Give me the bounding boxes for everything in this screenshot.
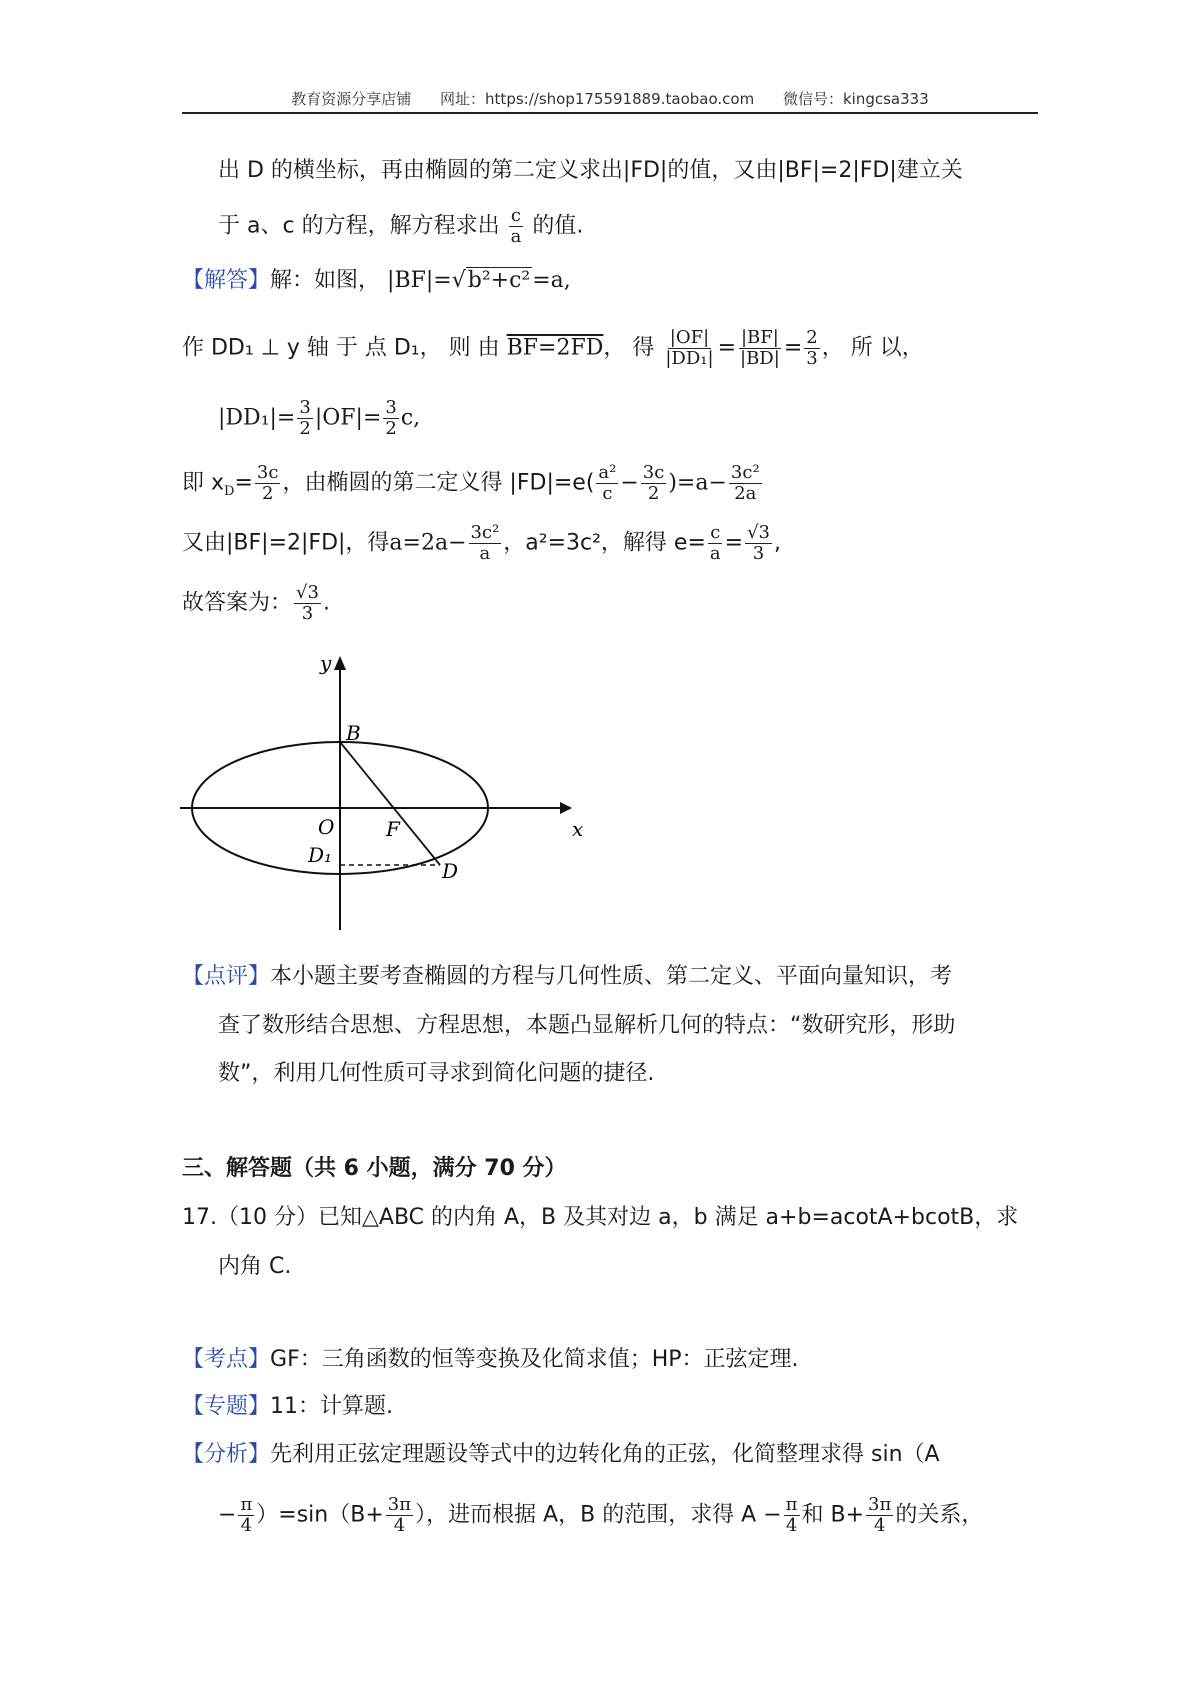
radicand: b²+c² xyxy=(467,268,531,293)
segment-bd xyxy=(340,742,440,865)
comment-line-2: 查了数形结合思想、方程思想，本题凸显解析几何的特点：“数研究形，形助 xyxy=(218,1013,956,1038)
fraction-3c2-2a xyxy=(729,463,762,504)
section-title: 三、解答题（共 6 小题，满分 70 分） xyxy=(182,1156,567,1181)
label-b: B xyxy=(346,721,361,745)
problem-17-line-1: 17.（10 分）已知△ABC 的内角 A，B 及其对边 a，b 满足 a+b=acotA+bcotB，求 xyxy=(182,1205,1019,1230)
den: a xyxy=(479,543,491,564)
num: 3c² xyxy=(730,462,760,483)
fraction-3c-2 xyxy=(255,463,281,504)
fraction-3pi-4 xyxy=(866,1495,893,1536)
zhuanti-line xyxy=(182,1392,393,1422)
fraction-2-3 xyxy=(804,328,819,369)
den: 3 xyxy=(752,543,765,564)
text: ）=sin（B+ xyxy=(256,1502,384,1528)
den: 2 xyxy=(385,418,397,439)
shop-name: 教育资源分享店铺 xyxy=(291,90,412,108)
comment-line-1 xyxy=(182,962,952,992)
solution-line-4: 即 $x_D=$ $\frac{3c}{2}$ ，由椭圆的第二定义得 |FD|=e( $\frac{\text{a²}}{c}$ − $\frac{3c}{2}$ )=a− $\frac{\text{3c²}}{2a}$ xyxy=(182,462,760,504)
text: 又由|BF|=2|FD|，得 xyxy=(182,530,390,556)
text: 于 a、c 的方程，解方程求出 xyxy=(218,213,500,239)
solution-line-3 xyxy=(218,398,420,439)
fraction-sqrt3-3 xyxy=(745,523,772,564)
text: − xyxy=(218,1502,237,1528)
solution-line-2: 作 DD₁ ⊥ y 轴 于 点 D₁， 则 由 BF=2FD， 得 $\frac{|OF|}{\text{|DD₁|}}$ = $\frac{|BF|}{|BD|}$ = $\frac{2}{3}$ ， 所 以， xyxy=(182,327,924,369)
text: 解：如图， xyxy=(270,268,381,293)
math: a=2a− xyxy=(389,530,467,556)
y-axis-arrow xyxy=(334,656,346,670)
comment-tag: 【点评】 xyxy=(182,964,271,989)
den: |DD₁| xyxy=(665,348,714,369)
text: 11：计算题. xyxy=(270,1394,394,1419)
num: √3 xyxy=(747,522,770,543)
subscript: D xyxy=(224,483,235,499)
shop-url[interactable]: 网址：https://shop175591889.taobao.com xyxy=(440,90,755,108)
solution-answer-line xyxy=(182,583,330,624)
text: ，由椭圆的第二定义得 |FD|=e( xyxy=(282,470,595,496)
den: c xyxy=(602,483,613,504)
fraction-c-over-a xyxy=(509,206,524,247)
text: 作 DD₁ ⊥ y 轴 于 点 D₁， 则 由 xyxy=(182,335,500,361)
kaodian-tag: 【考点】 xyxy=(182,1347,271,1372)
num: 3c² xyxy=(470,522,500,543)
fraction-c-a xyxy=(708,523,723,564)
solution-tag: 【解答】 xyxy=(182,268,271,293)
den: 2 xyxy=(261,483,274,504)
num: c xyxy=(510,205,521,226)
fenxi-tag: 【分析】 xyxy=(182,1442,271,1467)
solution-line-5: 又由|BF|=2|FD|，得a=2a− $\frac{\text{3c²}}{a}$ ，a²=3c²，解得 e= $\frac{c}{a}$ = $\frac{√3}{3}$ , xyxy=(182,522,781,564)
num: a² xyxy=(598,462,617,483)
text: 和 B+ xyxy=(801,1502,865,1528)
den: 2 xyxy=(299,418,311,439)
den: 4 xyxy=(873,1515,886,1536)
den: a xyxy=(709,543,721,564)
den: 3 xyxy=(806,348,818,369)
zhuanti-tag: 【专题】 xyxy=(182,1394,271,1419)
num: |BF| xyxy=(740,327,779,348)
text: . xyxy=(322,590,330,616)
den: 4 xyxy=(240,1515,253,1536)
math: c, xyxy=(400,405,421,431)
text: ），进而根据 A，B 的范围，求得 A − xyxy=(415,1502,782,1528)
fraction-bf-bd xyxy=(738,328,782,369)
num: 3π xyxy=(387,1494,412,1515)
math: |BF|= xyxy=(387,268,452,293)
num: 2 xyxy=(806,327,818,348)
num: √3 xyxy=(296,582,319,603)
fraction-of-dd1 xyxy=(663,328,715,369)
text: ， 得 xyxy=(603,335,655,361)
num: 3π xyxy=(868,1494,892,1515)
den: |BD| xyxy=(740,348,780,369)
den: 3 xyxy=(301,603,314,624)
answer-fraction xyxy=(294,583,321,624)
problem-17-line-2: 内角 C. xyxy=(218,1254,292,1279)
analysis-line-2 xyxy=(218,206,583,247)
label-d1: D₁ xyxy=(308,843,333,867)
label-o: O xyxy=(318,815,335,839)
label-d: D xyxy=(442,859,459,883)
analysis-line-1: 出 D 的横坐标，再由椭圆的第二定义求出|FD|的值，又由|BF|=2|FD|建立关 xyxy=(218,158,963,183)
sqrt-sign: √ xyxy=(451,268,466,293)
num: |OF| xyxy=(669,327,710,348)
math: |OF|= xyxy=(314,405,382,431)
kaodian-line xyxy=(182,1345,799,1375)
wechat-id: 微信号：kingcsa333 xyxy=(782,90,929,108)
label-f: F xyxy=(386,817,400,841)
fraction-3c2-a xyxy=(469,523,502,564)
math: )=a− xyxy=(668,470,727,496)
den: 4 xyxy=(785,1515,798,1536)
comment-line-3: 数”，利用几何性质可寻求到简化问题的捷径. xyxy=(218,1061,655,1086)
fraction-a2-c xyxy=(596,463,618,504)
math: |DD₁|= xyxy=(218,405,296,431)
label-y: y xyxy=(320,651,332,675)
text: 的关系， xyxy=(895,1502,984,1528)
num: 3c xyxy=(642,462,665,483)
text: 本小题主要考查椭圆的方程与几何性质、第二定义、平面向量知识，考 xyxy=(270,964,953,989)
vector-eq: BF=2FD xyxy=(506,335,604,361)
num: c xyxy=(710,522,721,543)
fenxi-line-1 xyxy=(182,1440,940,1470)
label-x: x xyxy=(572,817,584,841)
fraction-3-2 xyxy=(383,398,398,439)
den: a xyxy=(510,226,522,247)
text: 先利用正弦定理题设等式中的边转化角的正弦，化简整理求得 sin（A xyxy=(270,1442,940,1467)
num: 3 xyxy=(299,397,311,418)
solution-line-1 xyxy=(182,266,571,296)
num: π xyxy=(240,1494,253,1515)
den: 2 xyxy=(647,483,660,504)
fenxi-line-2 xyxy=(218,1495,983,1536)
fraction-3pi-4 xyxy=(386,1495,413,1536)
math: =a, xyxy=(532,268,571,293)
num: 3 xyxy=(385,397,397,418)
fraction-3c-2 xyxy=(641,463,667,504)
fraction-3-2 xyxy=(297,398,312,439)
text: GF：三角函数的恒等变换及化简求值；HP：正弦定理. xyxy=(270,1347,799,1372)
text: 即 x xyxy=(182,470,225,496)
num: 3c xyxy=(256,462,279,483)
text: 故答案为： xyxy=(182,590,293,616)
fraction-pi-4 xyxy=(784,1495,800,1536)
den: 2a xyxy=(734,483,757,504)
text: ，a²=3c²，解得 e= xyxy=(503,530,706,556)
fraction-pi-4 xyxy=(238,1495,254,1536)
den: 4 xyxy=(393,1515,406,1536)
ellipse-figure xyxy=(170,640,590,940)
text: ， 所 以， xyxy=(821,335,924,361)
text: 的值. xyxy=(532,213,584,239)
page-header xyxy=(182,84,1038,114)
num: π xyxy=(785,1494,798,1515)
x-axis-arrow xyxy=(560,802,572,814)
